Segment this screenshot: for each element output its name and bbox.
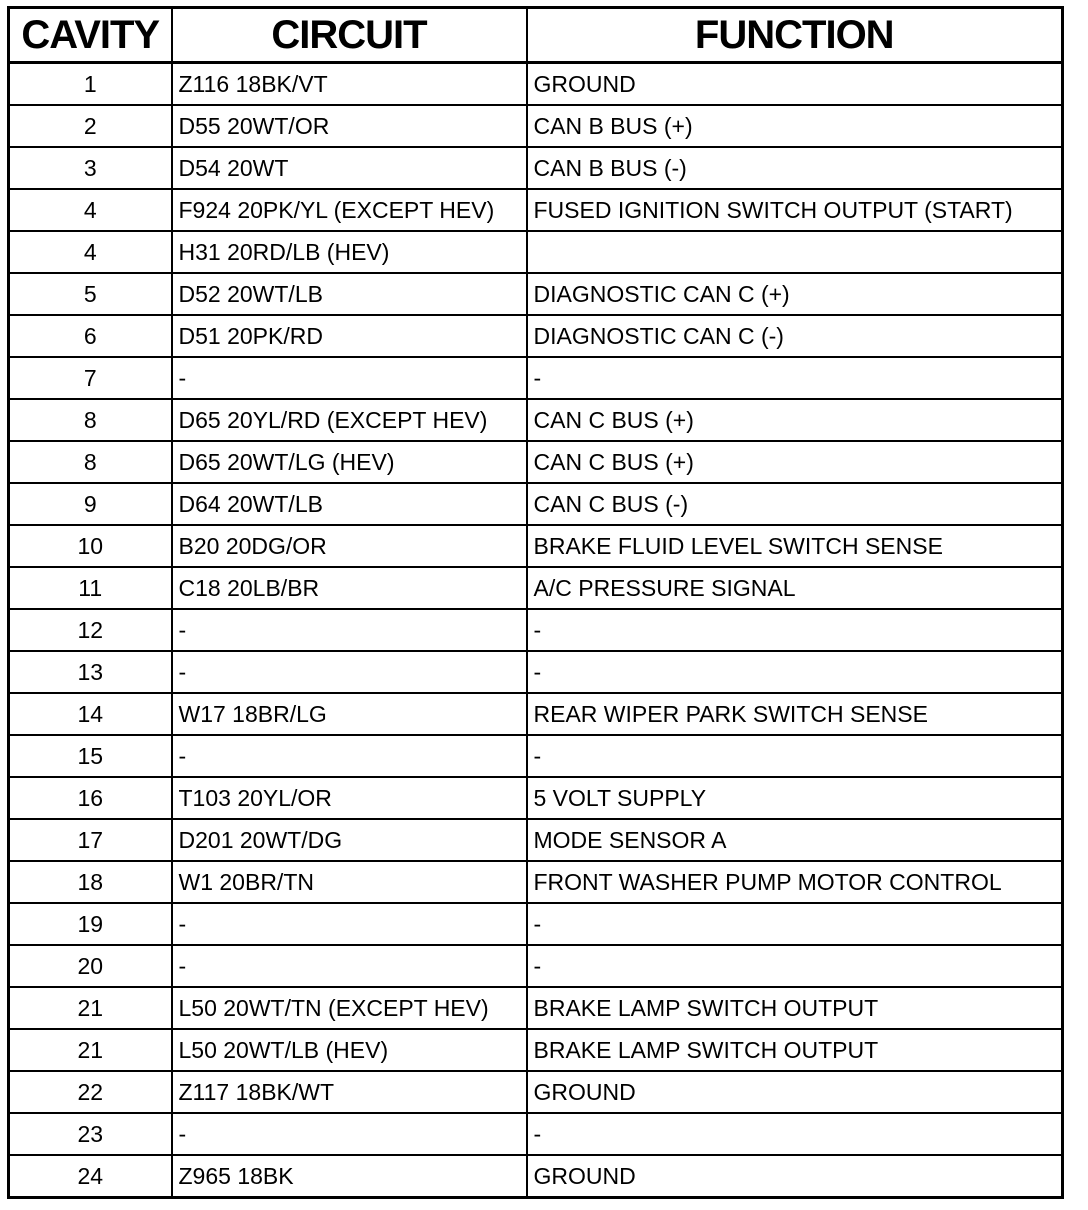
circuit-cell: Z117 18BK/WT bbox=[172, 1071, 527, 1113]
table-row bbox=[9, 945, 1063, 987]
table-row bbox=[9, 735, 1063, 777]
function-cell: FUSED IGNITION SWITCH OUTPUT (START) bbox=[527, 189, 1063, 231]
function-cell: DIAGNOSTIC CAN C (-) bbox=[527, 315, 1063, 357]
function-cell: - bbox=[527, 945, 1063, 987]
table-row bbox=[9, 1155, 1063, 1198]
function-cell: - bbox=[527, 357, 1063, 399]
table-row bbox=[9, 231, 1063, 273]
cavity-cell: 16 bbox=[9, 777, 172, 819]
table-row bbox=[9, 273, 1063, 315]
function-cell: GROUND bbox=[527, 63, 1063, 106]
table-row bbox=[9, 441, 1063, 483]
circuit-cell: - bbox=[172, 1113, 527, 1155]
table-row bbox=[9, 147, 1063, 189]
circuit-cell: D65 20YL/RD (EXCEPT HEV) bbox=[172, 399, 527, 441]
function-cell: CAN B BUS (+) bbox=[527, 105, 1063, 147]
table-row bbox=[9, 903, 1063, 945]
circuit-cell: C18 20LB/BR bbox=[172, 567, 527, 609]
table-row bbox=[9, 399, 1063, 441]
table-row bbox=[9, 483, 1063, 525]
cavity-column-header: CAVITY bbox=[9, 8, 172, 63]
circuit-column-header: CIRCUIT bbox=[172, 8, 527, 63]
circuit-cell: - bbox=[172, 609, 527, 651]
circuit-cell: D51 20PK/RD bbox=[172, 315, 527, 357]
function-cell: BRAKE LAMP SWITCH OUTPUT bbox=[527, 1029, 1063, 1071]
circuit-cell: D64 20WT/LB bbox=[172, 483, 527, 525]
cavity-cell: 8 bbox=[9, 399, 172, 441]
cavity-cell: 1 bbox=[9, 63, 172, 106]
cavity-cell: 12 bbox=[9, 609, 172, 651]
table-row bbox=[9, 1029, 1063, 1071]
function-cell: - bbox=[527, 609, 1063, 651]
circuit-cell: - bbox=[172, 357, 527, 399]
function-cell bbox=[527, 231, 1063, 273]
function-cell: 5 VOLT SUPPLY bbox=[527, 777, 1063, 819]
table-row bbox=[9, 105, 1063, 147]
function-cell: DIAGNOSTIC CAN C (+) bbox=[527, 273, 1063, 315]
circuit-cell: D201 20WT/DG bbox=[172, 819, 527, 861]
header-row bbox=[9, 8, 1063, 63]
circuit-cell: L50 20WT/TN (EXCEPT HEV) bbox=[172, 987, 527, 1029]
function-cell: MODE SENSOR A bbox=[527, 819, 1063, 861]
table-row bbox=[9, 357, 1063, 399]
circuit-cell: Z965 18BK bbox=[172, 1155, 527, 1198]
circuit-cell: L50 20WT/LB (HEV) bbox=[172, 1029, 527, 1071]
function-cell: - bbox=[527, 903, 1063, 945]
function-cell: CAN C BUS (+) bbox=[527, 441, 1063, 483]
cavity-cell: 15 bbox=[9, 735, 172, 777]
cavity-cell: 8 bbox=[9, 441, 172, 483]
circuit-cell: B20 20DG/OR bbox=[172, 525, 527, 567]
connector-pinout-table-container bbox=[7, 6, 1064, 1199]
circuit-cell: H31 20RD/LB (HEV) bbox=[172, 231, 527, 273]
function-cell: REAR WIPER PARK SWITCH SENSE bbox=[527, 693, 1063, 735]
cavity-cell: 21 bbox=[9, 1029, 172, 1071]
table-row bbox=[9, 819, 1063, 861]
cavity-cell: 2 bbox=[9, 105, 172, 147]
table-row bbox=[9, 861, 1063, 903]
circuit-cell: W17 18BR/LG bbox=[172, 693, 527, 735]
cavity-cell: 21 bbox=[9, 987, 172, 1029]
connector-pinout-table bbox=[7, 6, 1064, 1199]
table-row bbox=[9, 315, 1063, 357]
cavity-cell: 11 bbox=[9, 567, 172, 609]
function-column-header: FUNCTION bbox=[527, 8, 1063, 63]
cavity-cell: 4 bbox=[9, 231, 172, 273]
function-cell: GROUND bbox=[527, 1071, 1063, 1113]
cavity-cell: 19 bbox=[9, 903, 172, 945]
cavity-cell: 4 bbox=[9, 189, 172, 231]
table-row bbox=[9, 651, 1063, 693]
circuit-cell: Z116 18BK/VT bbox=[172, 63, 527, 106]
cavity-cell: 5 bbox=[9, 273, 172, 315]
function-cell: - bbox=[527, 1113, 1063, 1155]
cavity-cell: 13 bbox=[9, 651, 172, 693]
circuit-cell: F924 20PK/YL (EXCEPT HEV) bbox=[172, 189, 527, 231]
function-cell: CAN C BUS (-) bbox=[527, 483, 1063, 525]
table-row bbox=[9, 567, 1063, 609]
function-cell: - bbox=[527, 651, 1063, 693]
function-cell: BRAKE LAMP SWITCH OUTPUT bbox=[527, 987, 1063, 1029]
function-cell: - bbox=[527, 735, 1063, 777]
cavity-cell: 24 bbox=[9, 1155, 172, 1198]
cavity-cell: 9 bbox=[9, 483, 172, 525]
table-body bbox=[9, 63, 1063, 1198]
function-cell: CAN C BUS (+) bbox=[527, 399, 1063, 441]
circuit-cell: D52 20WT/LB bbox=[172, 273, 527, 315]
cavity-cell: 14 bbox=[9, 693, 172, 735]
table-row bbox=[9, 693, 1063, 735]
circuit-cell: D54 20WT bbox=[172, 147, 527, 189]
cavity-cell: 7 bbox=[9, 357, 172, 399]
cavity-cell: 22 bbox=[9, 1071, 172, 1113]
circuit-cell: W1 20BR/TN bbox=[172, 861, 527, 903]
circuit-cell: D65 20WT/LG (HEV) bbox=[172, 441, 527, 483]
table-row bbox=[9, 63, 1063, 106]
table-row bbox=[9, 525, 1063, 567]
table-header bbox=[9, 8, 1063, 63]
function-cell: BRAKE FLUID LEVEL SWITCH SENSE bbox=[527, 525, 1063, 567]
table-row bbox=[9, 189, 1063, 231]
function-cell: A/C PRESSURE SIGNAL bbox=[527, 567, 1063, 609]
table-row bbox=[9, 1113, 1063, 1155]
cavity-cell: 3 bbox=[9, 147, 172, 189]
function-cell: CAN B BUS (-) bbox=[527, 147, 1063, 189]
cavity-cell: 18 bbox=[9, 861, 172, 903]
function-cell: GROUND bbox=[527, 1155, 1063, 1198]
circuit-cell: T103 20YL/OR bbox=[172, 777, 527, 819]
function-cell: FRONT WASHER PUMP MOTOR CONTROL bbox=[527, 861, 1063, 903]
cavity-cell: 23 bbox=[9, 1113, 172, 1155]
circuit-cell: - bbox=[172, 735, 527, 777]
table-row bbox=[9, 1071, 1063, 1113]
circuit-cell: - bbox=[172, 903, 527, 945]
circuit-cell: - bbox=[172, 945, 527, 987]
table-row bbox=[9, 987, 1063, 1029]
cavity-cell: 10 bbox=[9, 525, 172, 567]
circuit-cell: D55 20WT/OR bbox=[172, 105, 527, 147]
cavity-cell: 6 bbox=[9, 315, 172, 357]
table-row bbox=[9, 609, 1063, 651]
circuit-cell: - bbox=[172, 651, 527, 693]
cavity-cell: 17 bbox=[9, 819, 172, 861]
cavity-cell: 20 bbox=[9, 945, 172, 987]
table-row bbox=[9, 777, 1063, 819]
